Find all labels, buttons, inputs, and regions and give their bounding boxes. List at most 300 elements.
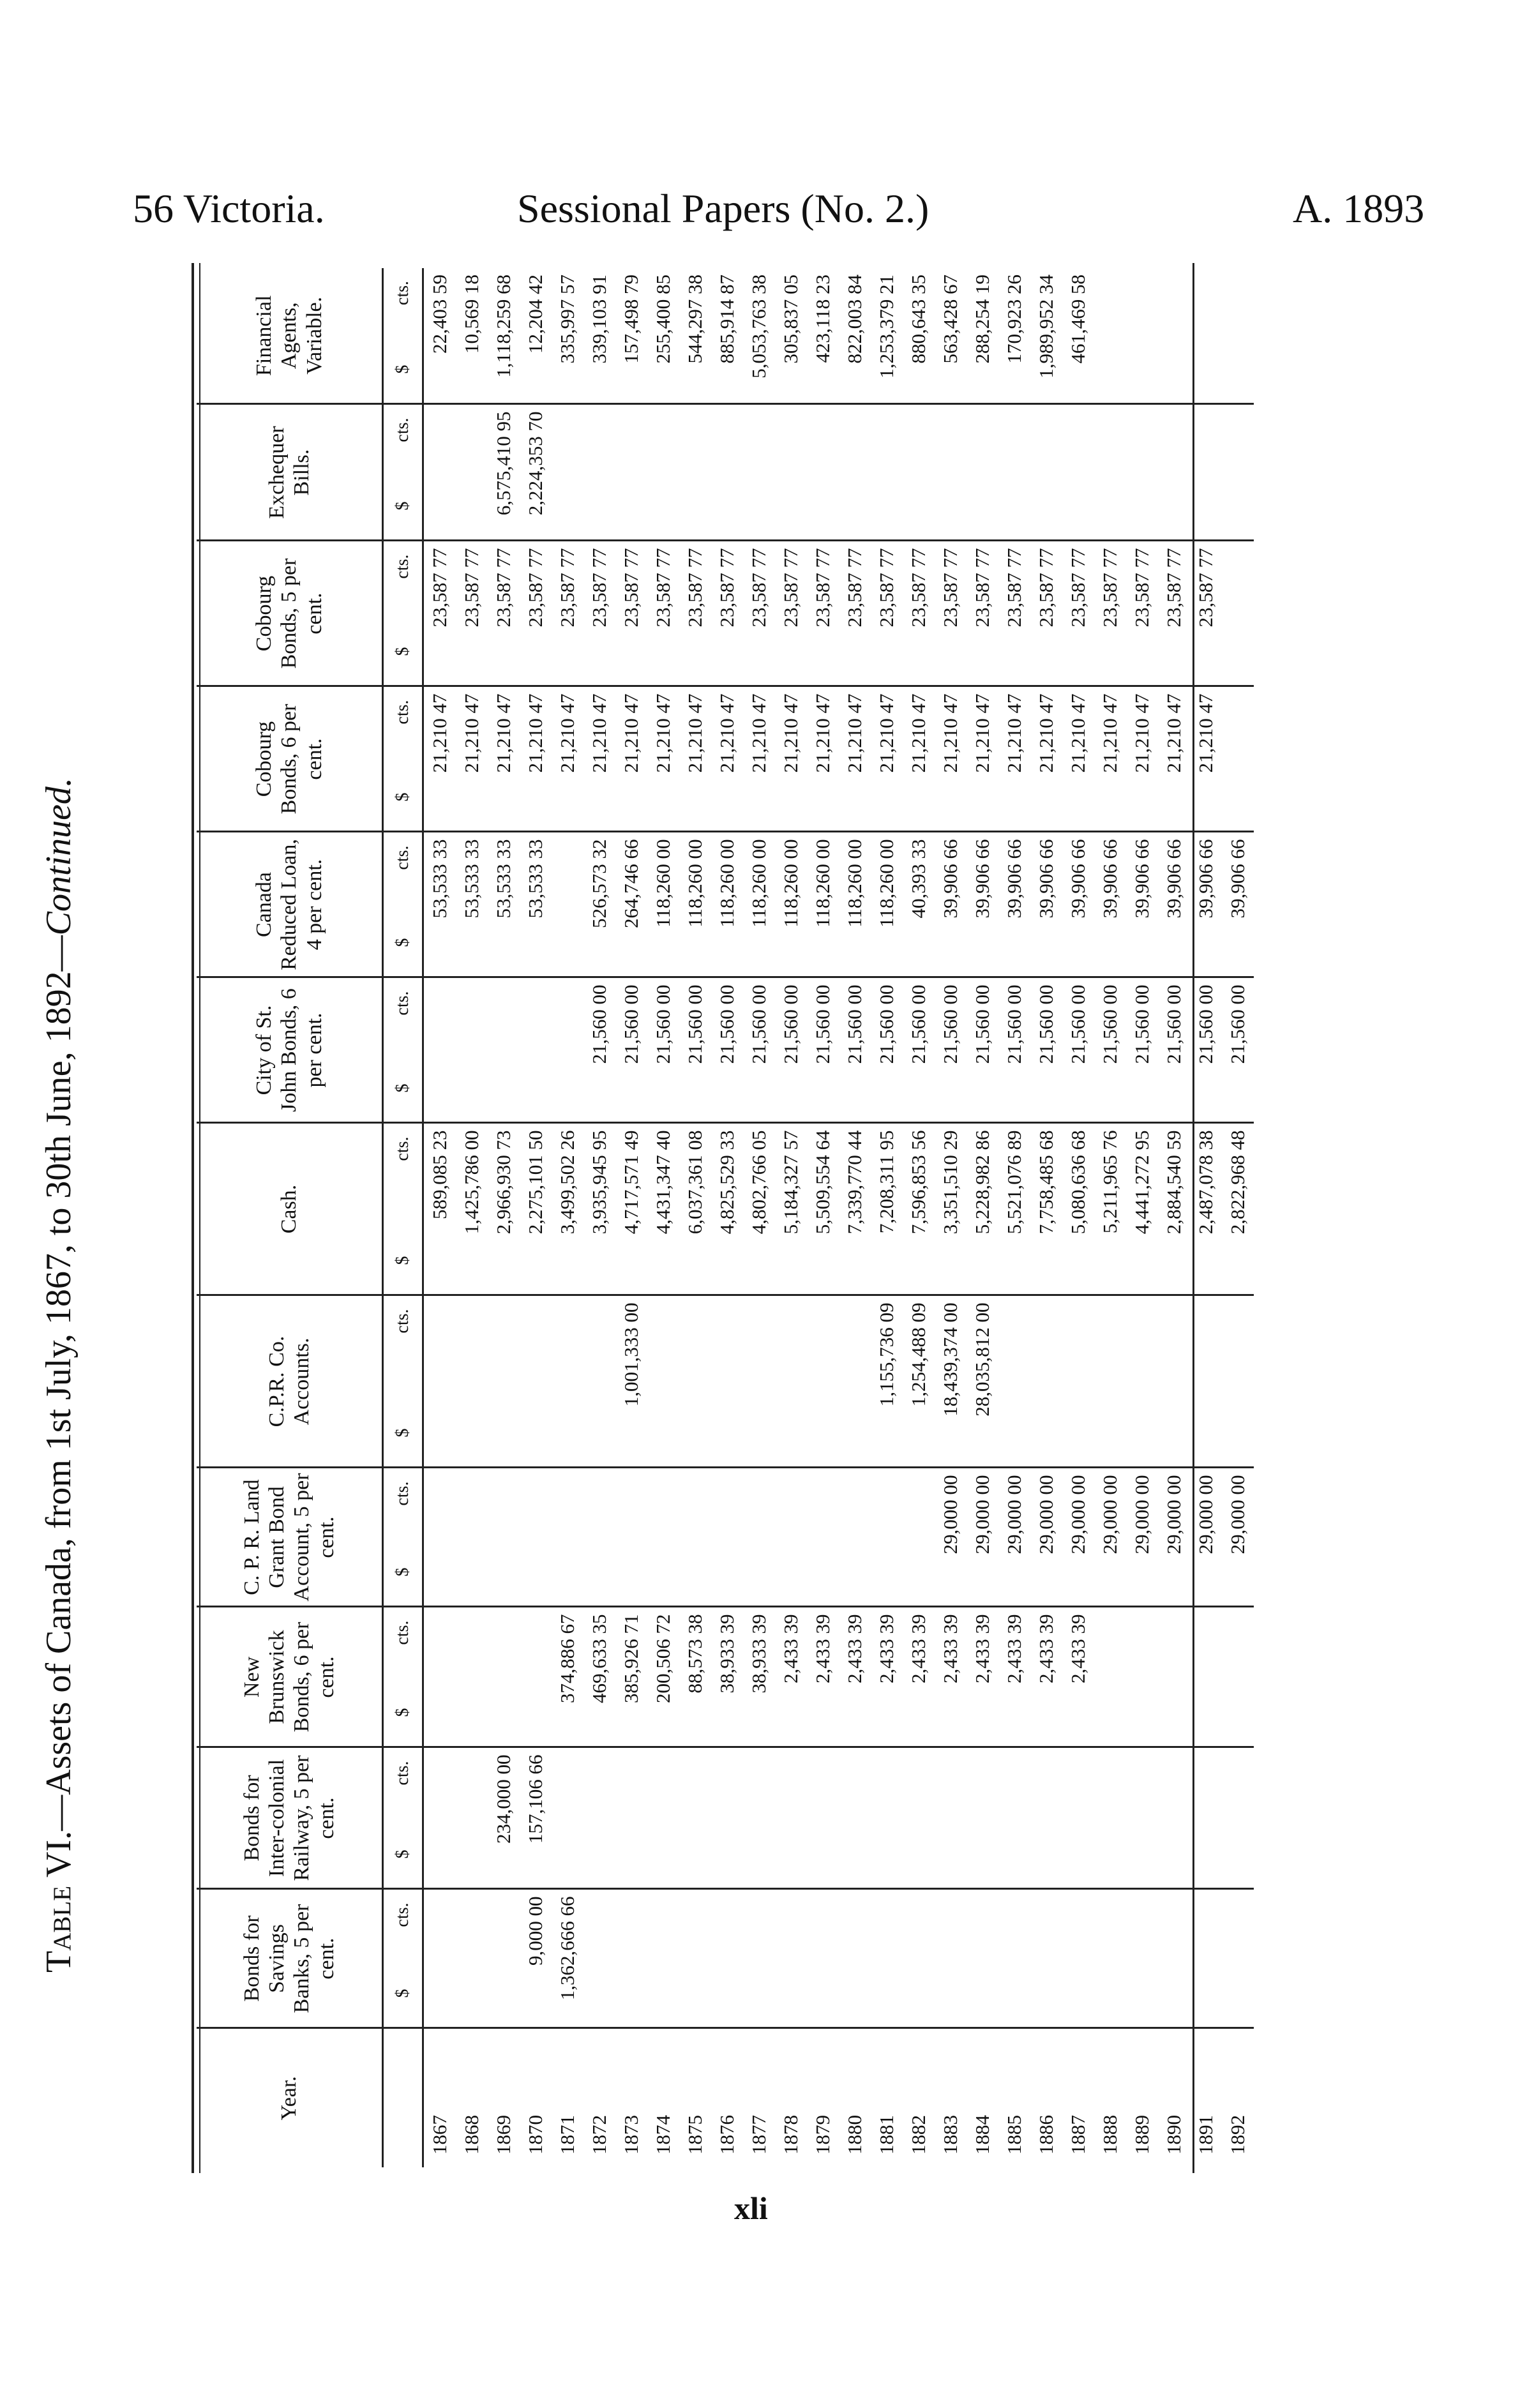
value-cell: 23,587 77 [615,541,647,686]
value-cell [1126,1747,1158,1889]
value-cell: 21,210 47 [743,686,775,832]
value-cell [1222,268,1254,404]
year-cell: 1867 [428,2115,451,2155]
value-cell [1062,404,1094,541]
value-cell [807,404,839,541]
value-cell: 23,587 77 [998,541,1030,686]
value-cell: 339,103 91 [583,268,615,404]
value-cell [807,1295,839,1468]
value-cell: 21,560 00 [775,977,807,1123]
value-cell: 385,926 71 [615,1607,647,1747]
value-cell [1190,1607,1222,1747]
value-cell [1094,268,1126,404]
value-cell: 23,587 77 [1030,541,1062,686]
value-cell: 12,204 42 [520,268,552,404]
value-cell: 2,433 39 [775,1607,807,1747]
year-cell: 1875 [684,2115,706,2155]
value-cell: 5,184,327 57 [775,1123,807,1295]
value-cell [1094,404,1126,541]
value-cell: 23,587 77 [552,541,583,686]
value-cell: 885,914 87 [711,268,743,404]
value-cell [807,1468,839,1607]
value-cell [967,1747,998,1889]
value-cell: 23,587 77 [935,541,967,686]
table-body [423,268,1254,2167]
value-cell: 1,425,786 00 [456,1123,488,1295]
year-cell: 1881 [875,2115,898,2155]
value-cell: 21,560 00 [1126,977,1158,1123]
value-cell [1158,1295,1190,1468]
year-cell: 1888 [1099,2115,1121,2155]
value-cell: 39,906 66 [1126,832,1158,977]
unit-cell [383,686,423,832]
unit-dollars: $ [393,647,412,656]
value-cell: 29,000 00 [1126,1468,1158,1607]
value-cell: 5,080,636 68 [1062,1123,1094,1295]
value-cell: 4,717,571 49 [615,1123,647,1295]
value-cell [552,1468,583,1607]
value-cell [1126,268,1158,404]
value-cell: 157,498 79 [615,268,647,404]
value-cell [903,404,935,541]
header-left: 56 Victoria. [133,186,325,231]
value-cell: 21,560 00 [1094,977,1126,1123]
value-cell [998,1295,1030,1468]
value-cell [583,1747,615,1889]
value-cell: 118,260 00 [839,832,871,977]
value-cell: 23,587 77 [1094,541,1126,686]
table-header-row [197,268,383,2167]
value-cell: 2,884,540 59 [1158,1123,1190,1295]
table-title-main: VI.—Assets of Canada, from 1st July, 1867, to 30th June, 1892— [39,935,79,1886]
value-cell [775,1295,807,1468]
value-cell [520,1468,552,1607]
table-row [743,268,775,2167]
value-cell: 21,560 00 [679,977,711,1123]
value-cell [998,404,1030,541]
unit-cents: cts. [393,554,412,579]
year-cell: 1880 [843,2115,866,2155]
value-cell [488,1889,520,2028]
assets-table-rotated [197,268,1249,2167]
year-cell: 1870 [524,2115,546,2155]
value-cell [583,404,615,541]
table-row [423,268,456,2167]
value-cell: 5,228,982 86 [967,1123,998,1295]
value-cell: 5,509,554 64 [807,1123,839,1295]
value-cell [583,1889,615,2028]
value-cell [871,1468,903,1607]
value-cell: 23,587 77 [1190,541,1222,686]
column-header: Financial Agents, Variable. [197,268,383,404]
table-row [775,268,807,2167]
value-cell [1126,1607,1158,1747]
value-cell: 5,211,965 76 [1094,1123,1126,1295]
value-cell: 88,573 38 [679,1607,711,1747]
value-cell [520,1607,552,1747]
value-cell [456,977,488,1123]
value-cell [1158,1889,1190,2028]
value-cell: 21,210 47 [456,686,488,832]
running-header [0,185,1527,236]
value-cell: 4,802,766 05 [743,1123,775,1295]
value-cell: 23,587 77 [679,541,711,686]
table-row [711,268,743,2167]
value-cell [423,1889,456,2028]
table-row [1126,268,1158,2167]
value-cell: 29,000 00 [1030,1468,1062,1607]
value-cell: 2,433 39 [935,1607,967,1747]
value-cell [998,1889,1030,2028]
value-cell: 28,035,812 00 [967,1295,998,1468]
value-cell: 53,533 33 [488,832,520,977]
table-unit-row [383,268,423,2167]
value-cell: 53,533 33 [520,832,552,977]
value-cell [423,1747,456,1889]
value-cell: 21,210 47 [520,686,552,832]
value-cell: 335,997 57 [552,268,583,404]
value-cell [679,1295,711,1468]
table-row [647,268,679,2167]
column-header: C.P.R. Co. Accounts. [197,1295,383,1468]
value-cell: 29,000 00 [998,1468,1030,1607]
value-cell: 200,506 72 [647,1607,679,1747]
year-cell: 1871 [556,2115,578,2155]
value-cell: 21,560 00 [1190,977,1222,1123]
value-cell: 21,210 47 [1126,686,1158,832]
table-row [456,268,488,2167]
year-cell: 1882 [907,2115,929,2155]
value-cell: 822,003 84 [839,268,871,404]
unit-cents: cts. [393,281,412,306]
value-cell: 39,906 66 [967,832,998,977]
value-cell: 22,403 59 [423,268,456,404]
unit-dollars: $ [393,792,412,802]
value-cell [775,1889,807,2028]
value-cell [583,1295,615,1468]
value-cell: 21,210 47 [488,686,520,832]
value-cell [967,404,998,541]
value-cell [1222,1607,1254,1747]
value-cell: 29,000 00 [967,1468,998,1607]
value-cell: 29,000 00 [1222,1468,1254,1607]
value-cell: 3,351,510 29 [935,1123,967,1295]
value-cell: 1,989,952 34 [1030,268,1062,404]
value-cell [1222,1747,1254,1889]
unit-cents: cts. [393,418,412,442]
value-cell: 21,210 47 [775,686,807,832]
value-cell: 23,587 77 [903,541,935,686]
value-cell: 23,587 77 [488,541,520,686]
table-title [38,632,83,1973]
unit-cents: cts. [393,991,412,1016]
value-cell: 1,362,666 66 [552,1889,583,2028]
value-cell [711,1747,743,1889]
value-cell: 21,210 47 [839,686,871,832]
unit-cell [383,1295,423,1468]
value-cell [456,1607,488,1747]
value-cell [1030,1295,1062,1468]
value-cell [1190,268,1222,404]
value-cell: 21,560 00 [583,977,615,1123]
value-cell [711,404,743,541]
value-cell [807,1747,839,1889]
assets-table-area [197,268,1249,2167]
value-cell: 21,560 00 [615,977,647,1123]
unit-cents: cts. [393,1902,412,1927]
value-cell [552,404,583,541]
unit-dollars: $ [393,501,412,511]
value-cell [552,977,583,1123]
year-cell: 1890 [1162,2115,1185,2155]
value-cell [1062,1295,1094,1468]
value-cell: 21,210 47 [552,686,583,832]
value-cell: 170,923 26 [998,268,1030,404]
value-cell [520,1295,552,1468]
unit-cents: cts. [393,1136,412,1161]
value-cell [743,1295,775,1468]
value-cell [1126,1889,1158,2028]
value-cell: 39,906 66 [1062,832,1094,977]
value-cell: 5,053,763 38 [743,268,775,404]
value-cell: 9,000 00 [520,1889,552,2028]
value-cell [647,1889,679,2028]
value-cell: 21,560 00 [807,977,839,1123]
value-cell [456,1747,488,1889]
value-cell: 29,000 00 [1094,1468,1126,1607]
value-cell [1062,1747,1094,1889]
value-cell [903,1468,935,1607]
value-cell: 38,933 39 [743,1607,775,1747]
value-cell [552,1747,583,1889]
table-row [903,268,935,2167]
value-cell: 469,633 35 [583,1607,615,1747]
value-cell: 29,000 00 [1158,1468,1190,1607]
value-cell: 21,210 47 [1062,686,1094,832]
unit-cents: cts. [393,1481,412,1506]
value-cell [775,1747,807,1889]
value-cell [488,977,520,1123]
value-cell [1094,1747,1126,1889]
value-cell: 5,521,076 89 [998,1123,1030,1295]
unit-dollars: $ [393,938,412,947]
value-cell: 21,560 00 [839,977,871,1123]
value-cell: 2,966,930 73 [488,1123,520,1295]
value-cell [1030,1747,1062,1889]
value-cell: 18,439,374 00 [935,1295,967,1468]
year-cell: 1877 [748,2115,770,2155]
value-cell: 23,587 77 [1126,541,1158,686]
value-cell [647,1747,679,1889]
value-cell: 21,560 00 [871,977,903,1123]
value-cell: 2,433 39 [967,1607,998,1747]
value-cell [520,977,552,1123]
value-cell: 118,260 00 [647,832,679,977]
value-cell [456,1295,488,1468]
value-cell: 38,933 39 [711,1607,743,1747]
value-cell: 53,533 33 [456,832,488,977]
value-cell: 6,575,410 95 [488,404,520,541]
value-cell: 21,210 47 [679,686,711,832]
value-cell: 21,560 00 [711,977,743,1123]
value-cell [1190,1295,1222,1468]
unit-cell [383,1747,423,1889]
unit-cents: cts. [393,1309,412,1334]
value-cell: 29,000 00 [935,1468,967,1607]
value-cell: 157,106 66 [520,1747,552,1889]
value-cell [1158,404,1190,541]
value-cell: 255,400 85 [647,268,679,404]
value-cell [1158,1607,1190,1747]
value-cell: 23,587 77 [743,541,775,686]
column-header: Bonds for Savings Banks, 5 per cent. [197,1889,383,2028]
unit-cell [383,832,423,977]
column-header: C. P. R. Land Grant Bond Account, 5 per cent. [197,1468,383,1607]
value-cell: 23,587 77 [807,541,839,686]
value-cell: 23,587 77 [775,541,807,686]
value-cell: 526,573 32 [583,832,615,977]
value-cell: 21,560 00 [998,977,1030,1123]
value-cell [615,1747,647,1889]
unit-cell [383,404,423,541]
value-cell [488,1607,520,1747]
value-cell: 21,560 00 [1030,977,1062,1123]
value-cell: 2,275,101 50 [520,1123,552,1295]
value-cell: 21,210 47 [967,686,998,832]
unit-cell [383,2028,423,2167]
value-cell: 2,224,353 70 [520,404,552,541]
value-cell: 461,469 58 [1062,268,1094,404]
value-cell [1222,541,1254,686]
table-row [1222,268,1254,2167]
value-cell [839,1747,871,1889]
value-cell: 118,260 00 [871,832,903,977]
header-right: A. 1893 [1293,186,1425,231]
value-cell: 2,487,078 38 [1190,1123,1222,1295]
value-cell: 4,431,347 40 [647,1123,679,1295]
value-cell [1158,268,1190,404]
value-cell: 4,441,272 95 [1126,1123,1158,1295]
value-cell: 23,587 77 [871,541,903,686]
value-cell: 23,587 77 [1062,541,1094,686]
value-cell: 21,560 00 [647,977,679,1123]
value-cell [679,1468,711,1607]
value-cell: 2,433 39 [903,1607,935,1747]
value-cell: 3,499,502 26 [552,1123,583,1295]
column-header: Cobourg Bonds, 6 per cent. [197,686,383,832]
value-cell [1222,404,1254,541]
value-cell [935,404,967,541]
value-cell: 7,596,853 56 [903,1123,935,1295]
year-cell: 1886 [1035,2115,1057,2155]
unit-dollars: $ [393,1989,412,1998]
value-cell: 39,906 66 [1222,832,1254,977]
value-cell: 39,906 66 [1030,832,1062,977]
unit-dollars: $ [393,1849,412,1859]
header-center: Sessional Papers (No. 2.) [517,186,929,231]
value-cell: 10,569 18 [456,268,488,404]
unit-dollars: $ [393,1428,412,1438]
value-cell [615,1468,647,1607]
unit-cell [383,268,423,404]
value-cell: 7,208,311 95 [871,1123,903,1295]
year-cell: 1878 [779,2115,802,2155]
year-cell: 1869 [492,2115,515,2155]
value-cell [647,1468,679,1607]
value-cell: 234,000 00 [488,1747,520,1889]
unit-dollars: $ [393,1256,412,1265]
value-cell: 21,210 47 [1094,686,1126,832]
table-row [1158,268,1190,2167]
column-header: Year. [197,2028,383,2167]
value-cell [711,1889,743,2028]
value-cell [839,404,871,541]
value-cell: 589,085 23 [423,1123,456,1295]
unit-dollars: $ [393,1083,412,1093]
page-folio: xli [734,2190,768,2226]
value-cell: 21,560 00 [1062,977,1094,1123]
value-cell: 23,587 77 [1158,541,1190,686]
value-cell: 1,253,379 21 [871,268,903,404]
value-cell: 23,587 77 [583,541,615,686]
column-header: City of St. John Bonds, 6 per cent. [197,977,383,1123]
value-cell [423,1607,456,1747]
value-cell: 21,210 47 [871,686,903,832]
year-cell: 1892 [1226,2115,1249,2155]
unit-dollars: $ [393,365,412,374]
value-cell: 21,210 47 [423,686,456,832]
year-cell: 1883 [939,2115,961,2155]
value-cell [935,1747,967,1889]
year-cell: 1879 [811,2115,834,2155]
table-row [1190,268,1222,2167]
value-cell [583,1468,615,1607]
value-cell: 2,433 39 [839,1607,871,1747]
value-cell: 21,560 00 [1222,977,1254,1123]
unit-cell [383,1889,423,2028]
table-row [583,268,615,2167]
unit-cell [383,1123,423,1295]
value-cell: 2,433 39 [998,1607,1030,1747]
value-cell: 2,433 39 [1030,1607,1062,1747]
year-cell: 1872 [588,2115,610,2155]
table-row [839,268,871,2167]
value-cell: 39,906 66 [1190,832,1222,977]
value-cell [1062,1889,1094,2028]
value-cell: 2,433 39 [871,1607,903,1747]
year-cell: 1887 [1067,2115,1089,2155]
value-cell [423,1295,456,1468]
value-cell [1030,404,1062,541]
column-header: New Brunswick Bonds, 6 per cent. [197,1607,383,1747]
table-row [807,268,839,2167]
value-cell: 21,560 00 [743,977,775,1123]
value-cell: 423,118 23 [807,268,839,404]
value-cell [423,404,456,541]
value-cell [1222,1295,1254,1468]
value-cell: 53,533 33 [423,832,456,977]
value-cell [488,1468,520,1607]
column-header: Bonds for Inter-colonial Railway, 5 per cent. [197,1747,383,1889]
value-cell: 1,254,488 09 [903,1295,935,1468]
value-cell [456,1889,488,2028]
value-cell: 2,433 39 [1062,1607,1094,1747]
year-cell: 1873 [620,2115,642,2155]
value-cell: 29,000 00 [1062,1468,1094,1607]
column-header: Canada Reduced Loan, 4 per cent. [197,832,383,977]
value-cell [711,1295,743,1468]
value-cell [1222,1889,1254,2028]
